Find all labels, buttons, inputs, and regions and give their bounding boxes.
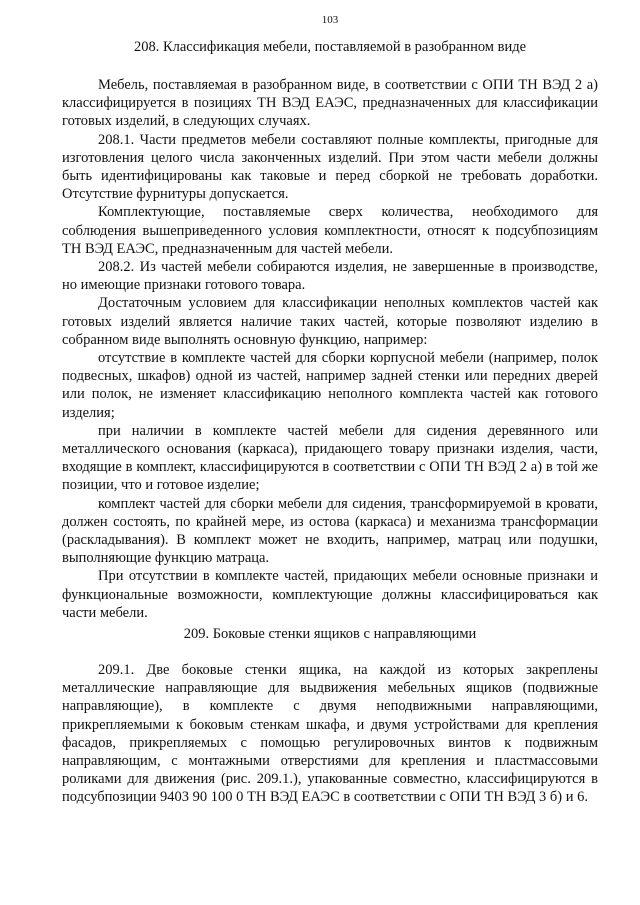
paragraph: отсутствие в комплекте частей для сборки корпусной мебели (например, полок подвесных, шкафов) одной из частей, например задней стенки или передних дверей или полок, не изменяет классификацию неполного комплекта частей как готового изделия; [62,350,598,421]
paragraph: Мебель, поставляемая в разобранном виде, в соответствии с ОПИ ТН ВЭД 2 а) классифицируется в позициях ТН ВЭД ЕАЭС, предназначенных для классификации готовых изделий, в следующих случаях. [62,77,598,130]
page-number: 103 [321,14,339,26]
paragraph: 209.1. Две боковые стенки ящика, на каждой из которых закреплены металлические направляющие для выдвижения мебельных ящиков (подвижные направляющие), в комплекте с двумя неподвижными направляющими, прикрепляемыми к боковым стенкам шкафа, и двумя устройствами для крепления фасадов, прикрепляемых с помощью регулировочных винтов к подвижным направляющим, с монтажными отверстиями для крепления и пластмассовыми роликами для движения (рис. 209.1.), упакованные совместно, классифицируются в подсубпозиции 9403 90 100 0 ТН ВЭД ЕАЭС в соответствии с ОПИ ТН ВЭД 3 б) и 6. [62,662,598,806]
section-208-body [62,76,598,622]
section-209-heading: 209. Боковые стенки ящиков с направляющими [183,626,477,642]
paragraph: 208.1. Части предметов мебели составляют полные комплекты, пригодные для изготовления целого числа законченных изделий. При этом части мебели должны быть идентифицированы как таковые и перед сборкой не требовать доработки. Отсутствие фурнитуры допускается. [62,131,598,203]
paragraph: при наличии в комплекте частей мебели для сидения деревянного или металлического основания (каркаса), придающего товару признаки изделия, части, входящие в комплект, классифицируются в соответствии с ОПИ ТН ВЭД 2 а) в той же позиции, что и готовое изделие; [62,422,598,494]
paragraph: При отсутствии в комплекте частей, придающих мебели основные признаки и функциональные возможности, комплектующие должны классифицироваться как части мебели. [62,568,598,621]
paragraph: Достаточным условием для классификации неполных комплектов частей как готовых изделий является наличие таких частей, которые позволяют изделию в собранном виде выполнять основную функцию, например: [62,295,598,348]
section-209-body [62,661,598,807]
section-208-heading: 208. Классификация мебели, поставляемой в разобранном виде [133,39,527,55]
paragraph: 208.2. Из частей мебели собираются изделия, не завершенные в производстве, но имеющие признаки готового товара. [62,259,598,294]
paragraph: комплект частей для сборки мебели для сидения, трансформируемой в кровати, должен состоять, по крайней мере, из остова (каркаса) и механизма трансформации (раскладывания). В комплект может не входить, например, матрац или подушки, выполняющие функцию матраца. [62,495,598,567]
paragraph: Комплектующие, поставляемые сверх количества, необходимого для соблюдения вышеприведенного условия комплектности, относят к подсубпозициям ТН ВЭД ЕАЭС, предназначенным для частей мебели. [62,204,598,257]
